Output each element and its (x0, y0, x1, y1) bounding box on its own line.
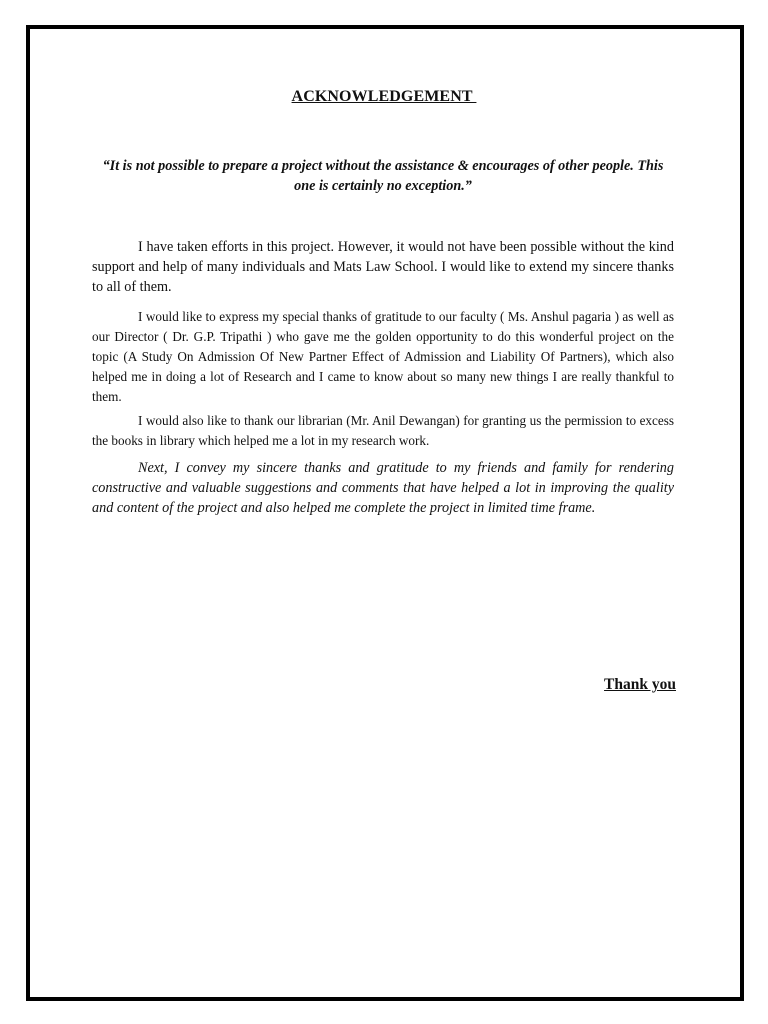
opening-quote: “It is not possible to prepare a project without the assistance & encourages of other people. This one is certainly no exception.” (102, 158, 664, 194)
document-title: ACKNOWLEDGEMENT (291, 88, 477, 105)
paragraph-friends-family-thanks: Next, I convey my sincere thanks and gratitude to my friends and family for rendering constructive and valuable suggestions and comments that have helped a lot in improving the quality and content of the project and also helped me complete the project in limited time frame. (92, 460, 674, 516)
paragraph-introduction: I have taken efforts in this project. However, it would not have been possible without the kind support and help of many individuals and Mats Law School. I would like to extend my sincere thanks to all of them. (92, 239, 674, 295)
paragraph-librarian-thanks: I would also like to thank our librarian (Mr. Anil Dewangan) for granting us the permission to excess the books in library which helped me a lot in my research work. (92, 413, 674, 448)
paragraph-faculty-thanks: I would like to express my special thanks of gratitude to our faculty ( Ms. Anshul pagaria ) as well as our Director ( Dr. G.P. Tripathi ) who gave me the golden opportunity to do this wonderful project on the topic (A Study On Admission Of New Partner Effect of Admission and Liability Of Partners), which also helped me in doing a lot of Research and I came to know about so many new things I are really thankful to them. (92, 309, 674, 404)
closing-thank-you: Thank you (604, 676, 676, 693)
